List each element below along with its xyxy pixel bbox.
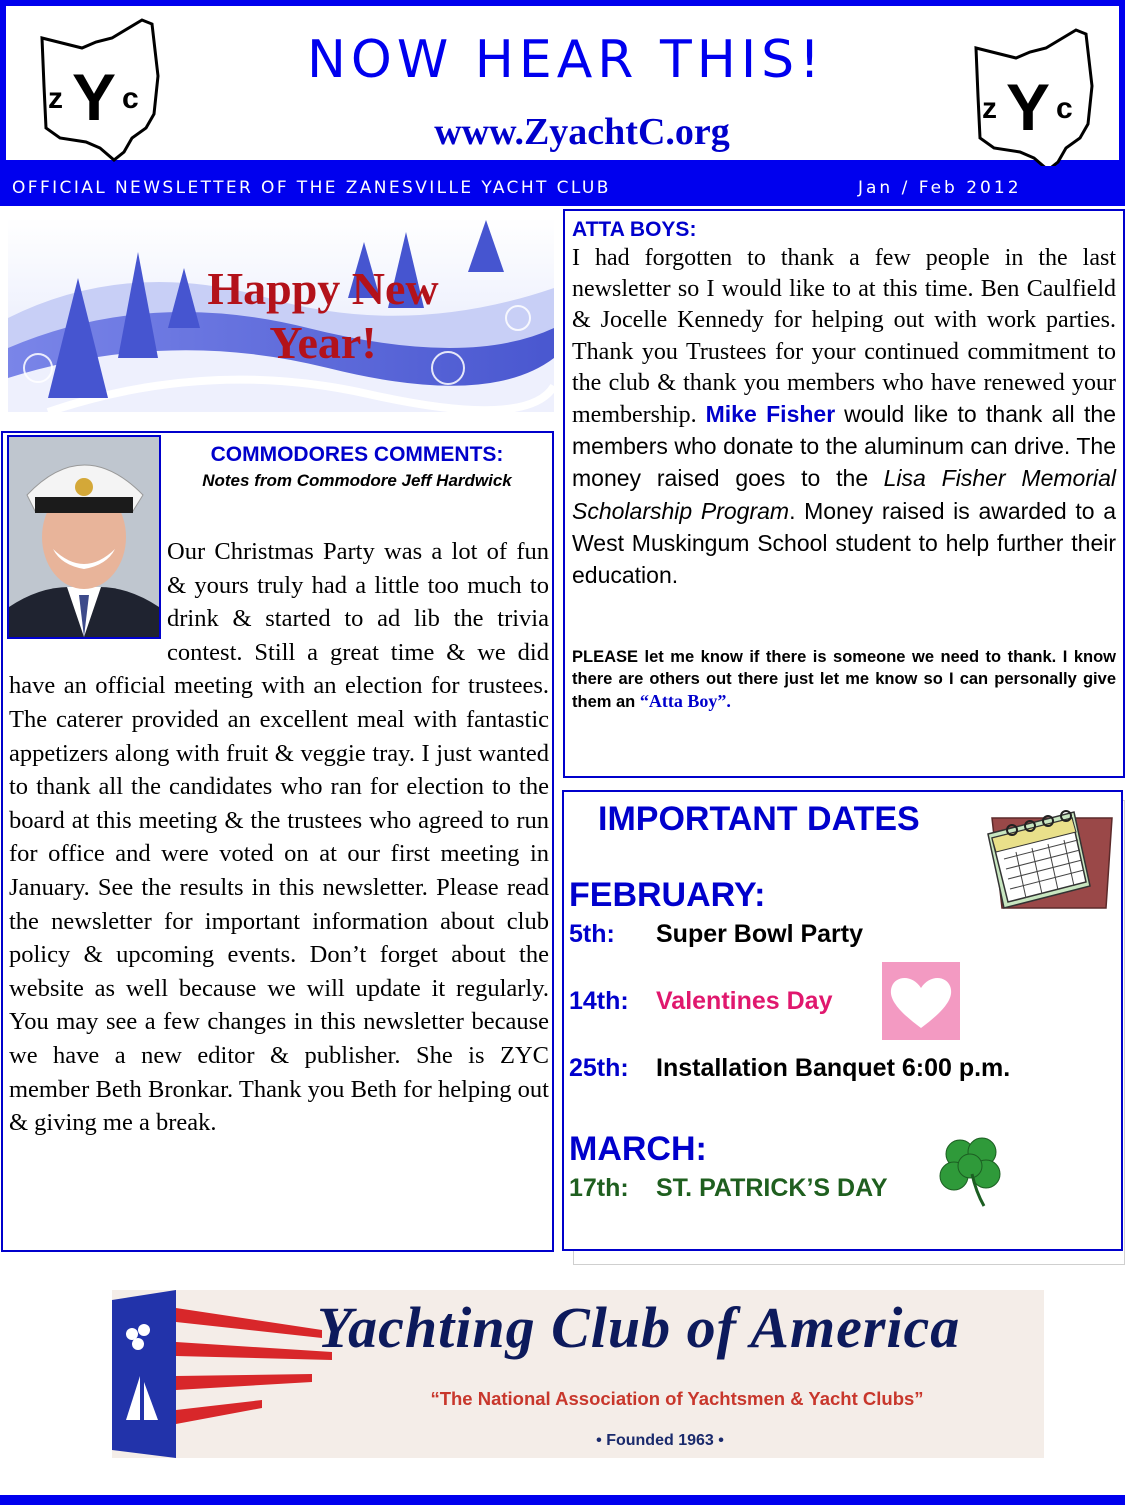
atta-thanks-text: I had forgotten to thank a few people in the last newsletter so I would like to at this time. Ben Caulfield & Jocelle Kennedy for helping out with work parties. Thank you Trustees for your continued commitment to the club & thank you members who have renewed your membership. (572, 245, 1116, 429)
atta-scholarship-text: . Money raised is awarded to a West Muskingum School student to help further their education. (572, 497, 1117, 589)
zyc-ohio-logo-left (34, 16, 166, 164)
yca-founded: • Founded 1963 • (596, 1432, 724, 1449)
masthead-frame (0, 0, 1125, 166)
svg-text:Y: Y (72, 60, 117, 134)
atta-scholarship-name: Lisa Fisher Memorial Scholarship Program (572, 465, 1116, 524)
date-day: 17th: (569, 1174, 629, 1202)
date-day: 25th: (569, 1054, 629, 1082)
date-event: Installation Banquet 6:00 p.m. (656, 1054, 1011, 1082)
svg-text:Y: Y (1006, 70, 1051, 144)
heart-icon (882, 962, 960, 1040)
greeting-line-2: Year! (269, 317, 377, 368)
happy-new-year-graphic (8, 218, 554, 412)
yachting-club-of-america-logo (112, 1290, 1044, 1458)
footer-bar (0, 1495, 1125, 1505)
date-day: 14th: (569, 987, 629, 1015)
commodore-body-text: Our Christmas Party was a lot of fun & yours truly had a little too much to drink & started to ad lib the trivia contest. Still a great time & we did have an official meeting with an election for trustees. The caterer provided an excellent meal with fantastic appetizers along with fruit & veggie tray. I just wanted to thank all the candidates who ran for election to the board at this meeting & the trustees who agreed to run for office and were voted on at our first meeting in January. See the results in this newsletter. Please read the newsletter for important information about club policy & upcoming events. Don’t forget about the website as well because we will update it regularly. You may see a few changes in this newsletter because we have a new editor & publisher. She is ZYC member Beth Bronkar. Thank you Beth for helping out & giving me a break. (9, 538, 549, 1137)
svg-text:z: z (982, 92, 997, 125)
yca-tagline: “The National Association of Yachtsmen & Yacht Clubs” (430, 1388, 924, 1409)
website-url[interactable]: www.ZyachtC.org (434, 111, 730, 153)
atta-boys-request (572, 646, 1116, 713)
newsletter-banner (0, 166, 1125, 206)
photo-float-spacer (9, 535, 163, 669)
atta-boys-title: ATTA BOYS: (572, 218, 697, 241)
atta-boys-paragraph (572, 243, 1116, 592)
svg-text:c: c (1056, 92, 1073, 125)
important-dates-title: IMPORTANT DATES (598, 800, 920, 838)
svg-text:c: c (122, 82, 139, 115)
svg-text:z: z (48, 82, 63, 115)
commodore-section-subtitle: Notes from Commodore Jeff Hardwick (202, 471, 512, 490)
commodore-section-title: COMMODORES COMMENTS: (210, 443, 504, 466)
date-event: Super Bowl Party (656, 920, 863, 948)
banner-issue-date: Jan / Feb 2012 (858, 178, 1022, 198)
commodore-body-text-block (9, 535, 549, 1140)
greeting-line-1: Happy New (207, 263, 439, 314)
date-event: ST. PATRICK’S DAY (656, 1174, 888, 1202)
atta-boys-box (563, 209, 1125, 778)
date-day: 5th: (569, 920, 615, 948)
commodore-comments-box (1, 431, 554, 1252)
important-dates-box (562, 790, 1123, 1251)
zyc-ohio-logo-right (968, 26, 1100, 174)
shamrock-icon (936, 1134, 1008, 1208)
atta-request-text: PLEASE let me know if there is someone we need to thank. I know there are others out there just let me know so I can personally give them an (572, 648, 1116, 712)
banner-club-name: OFFICIAL NEWSLETTER OF THE ZANESVILLE YACHT CLUB (12, 178, 611, 198)
newsletter-title: NOW HEAR THIS! (306, 30, 826, 90)
month-february: FEBRUARY: (569, 876, 766, 914)
date-event: Valentines Day (656, 987, 833, 1015)
calendar-icon (982, 804, 1118, 914)
month-march: MARCH: (569, 1130, 707, 1168)
flag-emblem (112, 1290, 352, 1458)
atta-boy-quote: “Atta Boy”. (639, 691, 731, 712)
yca-title: Yachting Club of America (317, 1295, 961, 1360)
atta-can-drive-text: would like to thank all the members who donate to the aluminum can drive. The money raised goes to the (572, 401, 1117, 492)
happy-new-year-text (158, 262, 488, 370)
atta-member-name: Mike Fisher (705, 401, 836, 428)
